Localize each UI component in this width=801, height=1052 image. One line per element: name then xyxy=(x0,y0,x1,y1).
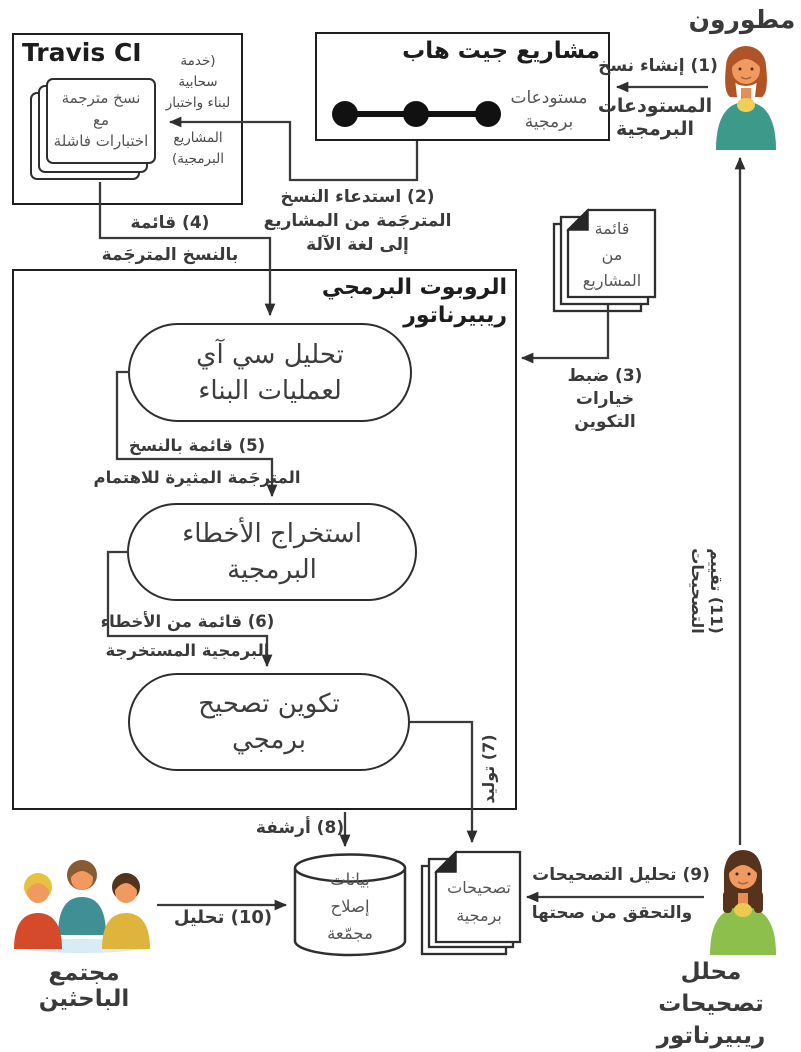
collar xyxy=(734,903,752,917)
repos-label: مستودعات برمجية xyxy=(510,88,588,132)
research-community-avatar xyxy=(6,853,158,955)
edge-10-label: (10) تحليل xyxy=(173,907,273,928)
edge-7-label: (7) توليد xyxy=(479,734,498,804)
travis-note-bottom: المشاريع البرمجية) xyxy=(172,130,224,167)
commit-graph-icon xyxy=(328,98,502,132)
edge-1-label-action: (1) إنشاء نسخ xyxy=(598,56,718,76)
edge-4-label: (4) قائمة بالنسخ المترجَمة xyxy=(101,213,239,265)
database-label: بيانات إصلاح مجمّعة xyxy=(327,870,373,943)
edge-1-label-object: المستودعات البرمجية xyxy=(597,95,713,140)
edge-3-label: (3) ضبط خيارات التكوين xyxy=(567,366,643,432)
person-right xyxy=(102,873,150,949)
edge-11-label: (11) تقييم التصحيحات xyxy=(688,548,726,634)
failed-builds-stack-label: نسخ مترجمة مع اختبارات فاشلة xyxy=(53,89,149,150)
analyst-avatar xyxy=(704,841,782,955)
step-bug-extraction: استخراج الأخطاء البرمجية xyxy=(127,503,417,601)
edge-9-label-line2: والتحقق من صحتها xyxy=(531,903,693,923)
edge-9-label-line1: (9) تحليل التصحيحات xyxy=(532,865,710,885)
edge-5-label: (5) قائمة بالنسخ المترجَمة المثيرة للاهتمام xyxy=(93,436,301,487)
travis-title: Travis CI xyxy=(22,38,142,67)
edge-2-label: (2) استدعاء النسخ المترجَمة من المشاريع إلى لغة الآلة xyxy=(263,187,452,255)
collar xyxy=(737,98,755,112)
community-title: مجتمع الباحثين xyxy=(38,960,130,1012)
edge-6-label: (6) قائمة من الأخطاء البرمجية المستخرجة xyxy=(100,612,275,660)
edge-8-label: (8) أرشفة xyxy=(255,818,345,838)
developers-title: مطورون xyxy=(688,5,796,34)
github-title: مشاريع جيت هاب xyxy=(402,38,600,64)
repairnator-title: الروبوت البرمجي ريبيرناتور xyxy=(321,275,507,328)
person-middle xyxy=(58,860,106,935)
person-left xyxy=(14,873,62,949)
analyst-title: محلل تصحيحات ريبيرناتور xyxy=(656,959,766,1049)
step-ci-analysis: تحليل سي آي لعمليات البناء xyxy=(128,323,412,422)
travis-note-top: (خدمة سحابية لبناء واختبار xyxy=(165,53,231,111)
step-patch-synthesis: تكوين تصحيح برمجي xyxy=(128,673,410,771)
patches-stack-label: تصحيحات برمجية xyxy=(447,878,511,925)
developer-avatar xyxy=(708,34,784,150)
projects-list-label: قائمة من المشاريع xyxy=(582,219,642,290)
